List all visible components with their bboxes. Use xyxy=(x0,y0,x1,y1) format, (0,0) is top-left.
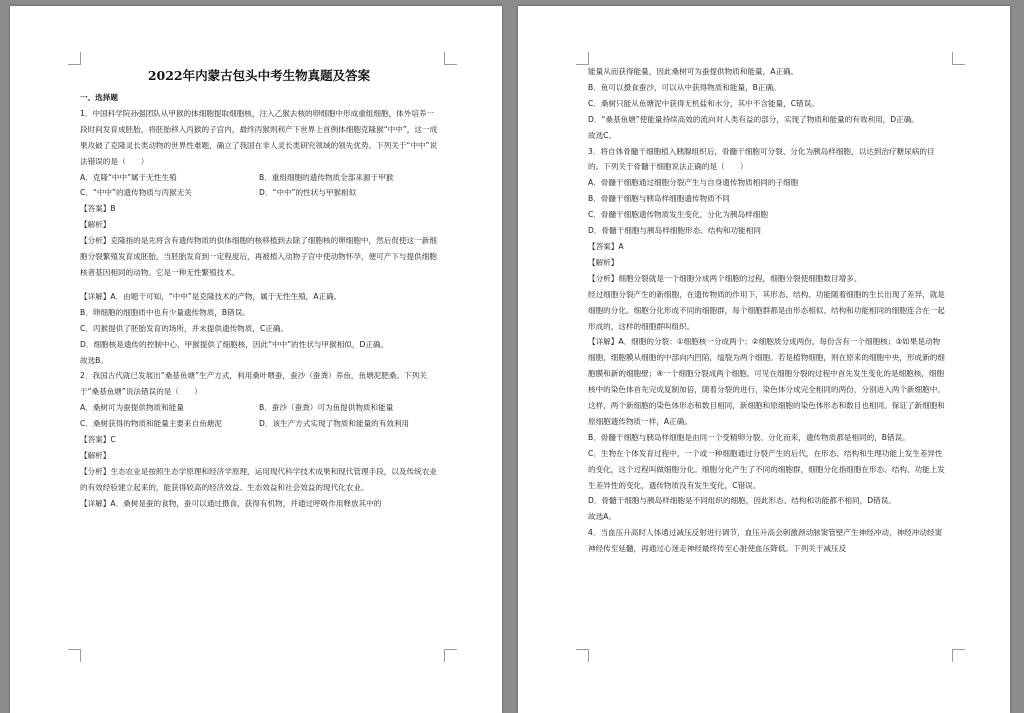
detail-paragraph: C．生物在个体发育过程中，一个或一种细胞通过分裂产生的后代，在形态、结构和生理功能上发生差异性的变化，这个过程叫做细胞分化。细胞分化产生了不同的细胞群，细胞分化指细胞在形态、结构、功能上发生差异性的变化，遗传物质没有发生变化，C错误。 xyxy=(588,448,945,490)
document-page-left xyxy=(10,6,502,713)
analysis-paragraph: 【分析】克隆指的是先将含有遗传物质的供体细胞的核移植到去除了细胞核的卵细胞中，然后促使这一新细胞分裂繁殖发育成胚胎，当胚胎发育到一定程度后，再被植入动物子宫中使动物怀孕，便可产下与提供细胞核者基因相同的动物。它是一种无性繁殖技术。 xyxy=(80,236,437,277)
detail-paragraph: 【详解】A．桑树是蚕的食物，蚕可以通过摄食，获得有机物，并通过呼吸作用释放其中的 xyxy=(80,498,382,508)
left-page-content xyxy=(80,66,438,512)
question-2-options-ab xyxy=(80,400,438,416)
choice-conclusion: 故选B。 xyxy=(80,355,108,365)
crop-mark-bottom-right xyxy=(444,649,457,662)
analysis-label: 【解析】 xyxy=(80,450,111,460)
option-c: C．骨髓干细胞遗传物质发生变化，分化为胰岛样细胞 xyxy=(588,210,768,220)
detail-paragraph: D．细胞核是遗传的控制中心，甲猴提供了细胞核，因此“中中”的性状与甲猴相似，D正确。 xyxy=(80,339,389,349)
question-2-options-cd xyxy=(80,416,438,432)
option-a: A．克隆“中中”属于无性生殖 xyxy=(80,172,177,182)
option-c: C．桑树获得的物质和能量主要来自鱼塘泥 xyxy=(80,419,222,429)
detail-paragraph: D．骨髓干细胞与胰岛样细胞是不同组织的细胞，因此形态、结构和功能都不相同，D错误。 xyxy=(588,496,896,506)
question-1-options-ab xyxy=(80,170,438,186)
crop-mark-bottom-right xyxy=(952,649,965,662)
analysis-label: 【解析】 xyxy=(80,220,111,230)
answer-label: 【答案】B xyxy=(80,204,116,214)
crop-mark-top-left xyxy=(68,52,81,65)
analysis-label: 【解析】 xyxy=(588,257,619,267)
right-page-content xyxy=(588,64,946,557)
detail-paragraph: B．卵细胞的细胞质中也有少量遗传物质，B错误。 xyxy=(80,307,250,317)
question-1-options-cd xyxy=(80,185,438,201)
option-d: D．该生产方式实现了物质和能量的有效利用 xyxy=(259,419,410,429)
document-page-right xyxy=(518,6,1010,713)
analysis-paragraph: 经过细胞分裂产生的新细胞，在遗传物质的作用下，其形态、结构、功能随着细胞的生长出现了差异，就是细胞的分化。细胞分化形成不同的细胞群，每个细胞群都是由形态相似、结构和功能相同的细胞连合在一起形成的，这样的细胞群叫组织。 xyxy=(588,289,945,331)
analysis-paragraph: 【分析】细胞分裂就是一个细胞分成两个细胞的过程，细胞分裂使细胞数目增多。 xyxy=(588,273,862,283)
section-heading: 一、选择题 xyxy=(80,93,118,102)
detail-paragraph: C．桑树只能从鱼塘泥中获得无机盐和水分，其中不含能量，C错误。 xyxy=(588,98,819,108)
crop-mark-bottom-left xyxy=(68,649,81,662)
option-d: D．“中中”的性状与甲猴相似 xyxy=(259,188,357,198)
crop-mark-top-right xyxy=(952,52,965,65)
crop-mark-top-right xyxy=(444,52,457,65)
detail-continuation: 能量从而获得能量，因此桑树可为蚕提供物质和能量，A正确。 xyxy=(588,67,799,76)
answer-label: 【答案】A xyxy=(588,241,624,251)
option-a: A．桑树可为蚕提供物质和能量 xyxy=(80,403,184,413)
crop-mark-bottom-left xyxy=(576,649,589,662)
detail-paragraph: D．“桑基鱼塘”使能量持续高效的流向对人类有益的部分，实现了物质和能量的有效利用，D正确。 xyxy=(588,114,919,124)
question-1-stem: 1．中国科学院孙强团队从甲猴的体细胞提取细胞核，注入乙猴去核的卵细胞中形成重组细胞，体外培养一段时间发育成胚胎，将胚胎移入丙猴的子宫内，最终丙猴则利产下世界上首例体细胞克隆猴“中中”，这一成果攻破了克隆灵长类动物的世界性难题，确立了我国在非人灵长类研究领域的领先优势。下列关于“中中”说法错误的是（ ） xyxy=(80,108,438,166)
option-d: D．骨髓干细胞与胰岛样细胞形态、结构和功能相同 xyxy=(588,226,761,236)
choice-conclusion: 故选A。 xyxy=(588,512,616,522)
question-4-stem: 4．当血压升高时人体通过减压反射进行调节，血压升高会刺激颈动脉窦管壁产生神经冲动，神经冲动经窦神经传至延髓，再通过心迷走神经最终传至心脏使血压降低。下列关于减压反 xyxy=(588,528,943,554)
option-c: C．“中中”的遗传物质与丙猴无关 xyxy=(80,188,192,198)
detail-paragraph: B．鱼可以摄食蚕沙，可以从中获得物质和能量，B正确。 xyxy=(588,82,781,92)
option-b: B．重组细胞的遗传物质全部来源于甲猴 xyxy=(259,172,394,182)
question-3-stem: 3．将自体骨髓干细胞植入胰腺组织后，骨髓干细胞可分裂、分化为胰岛样细胞，以达到治疗糖尿病的目的。下列关于骨髓干细胞说法正确的是（ ） xyxy=(588,146,935,172)
detail-paragraph: 【详解】A．由题干可知，“中中”是克隆技术的产物，属于无性生殖，A正确。 xyxy=(80,291,342,301)
option-b: B．骨髓干细胞与胰岛样细胞遗传物质不同 xyxy=(588,194,730,204)
detail-paragraph: C．丙猴提供了胚胎发育的场所，并未提供遗传物质，C正确。 xyxy=(80,323,289,333)
document-title: 2022年内蒙古包头中考生物真题及答案 xyxy=(147,68,371,83)
question-2-stem: 2．我国古代就已发展出“桑基鱼塘”生产方式，利用桑叶喂蚕，蚕沙（蚕粪）养鱼，鱼塘泥肥桑。下列关于“桑基鱼塘”说法错误的是（ ） xyxy=(80,371,427,397)
detail-paragraph: 【详解】A．细胞的分裂：①细胞核一分成两个；②细胞质分成两份，每份含有一个细胞核；③如果是动物细胞，细胞膜从细胞的中部向内凹陷，缢裂为两个细胞。若是植物细胞，则在原来的细胞中央，形成新的细胞膜和新的细胞壁；④一个细胞分裂成两个细胞。可见在细胞分裂的过程中首先发生变化的是细胞核，细胞核中的染色体首先完成复制加倍，随着分裂的进行，染色体分成完全相同的两份，分别进入两个新细胞中。这样，两个新细胞的染色体形态和数目相同，新细胞和原细胞的染色体形态和数目也相同。保证了新细胞和原细胞遗传物质一样，A正确。 xyxy=(588,337,945,426)
detail-paragraph: B．骨髓干细胞与胰岛样细胞是由同一个受精卵分裂、分化而来，遗传物质都是相同的，B错误。 xyxy=(588,432,910,442)
option-b: B．蚕沙（蚕粪）可为鱼提供物质和能量 xyxy=(259,403,394,413)
answer-label: 【答案】C xyxy=(80,435,116,445)
analysis-paragraph: 【分析】生态农业是按照生态学原理和经济学原理，运用现代科学技术成果和现代管理手段，以及传统农业的有效经验建立起来的，能获得较高的经济效益、生态效益和社会效益的现代化农业。 xyxy=(80,466,437,492)
option-a: A．骨髓干细胞通过细胞分裂产生与自身遗传物质相同的子细胞 xyxy=(588,178,799,188)
choice-conclusion: 故选C。 xyxy=(588,130,617,140)
